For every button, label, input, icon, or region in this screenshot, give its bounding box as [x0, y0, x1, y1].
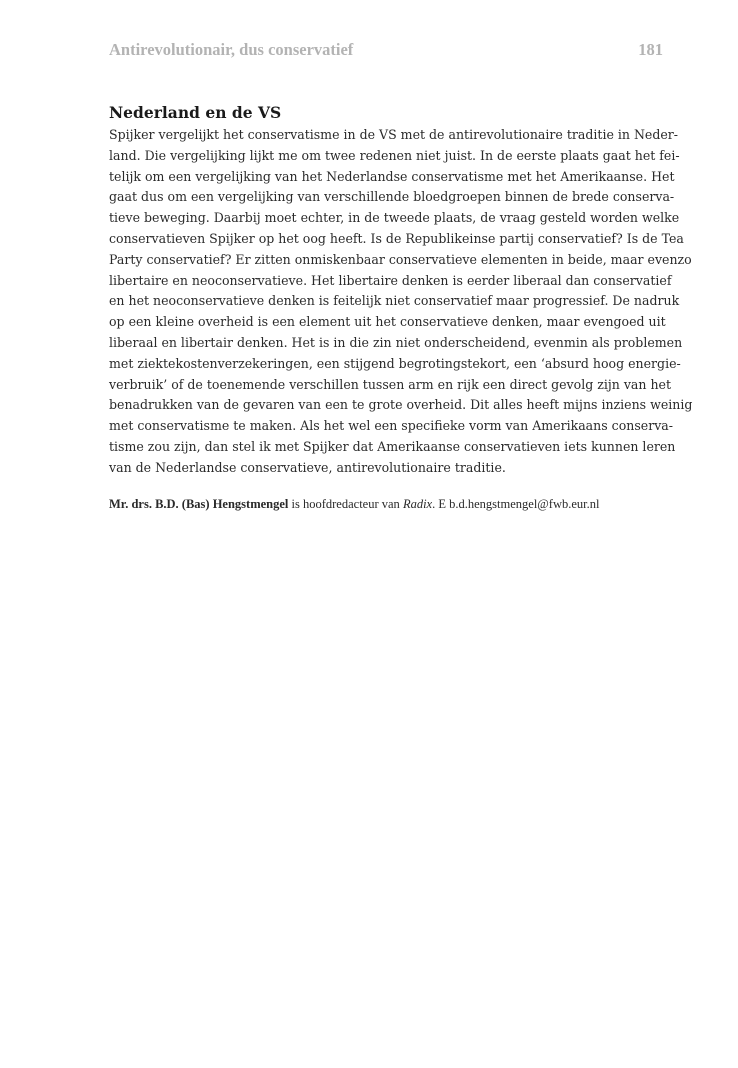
paragraph-line: tisme zou zijn, dan stel ik met Spijker dat Amerikaanse conservatieven iets kunnen leren: [109, 438, 676, 454]
paragraph-line: verbruik’ of de toenemende verschillen tussen arm en rijk een direct gevolg zijn van het: [109, 376, 672, 392]
paragraph-line: op een kleine overheid is een element uit het conservatieve denken, maar evengoed uit: [109, 314, 666, 330]
paragraph-line: met ziektekostenverzekeringen, een stijgend begrotingstekort, een ‘absurd hoog energie-: [109, 355, 681, 371]
journal-name: Radix: [402, 497, 433, 511]
author-note: [109, 497, 600, 512]
paragraph-line: telijk om een vergelijking van het Nederlandse conservatisme met het Amerikaanse. Het: [109, 168, 675, 184]
paragraph-line: Party conservatief? Er zitten onmiskenbaar conservatieve elementen in beide, maar evenzo: [109, 251, 692, 267]
paragraph-line: en het neoconservatieve denken is feitelijk niet conservatief maar progressief. De nadruk: [109, 293, 680, 309]
running-title: Antirevolutionair, dus conservatief: [109, 40, 354, 59]
paragraph-line: met conservatisme te maken. Als het wel een specifieke vorm van Amerikaans conserva-: [109, 418, 673, 434]
author-role: is hoofdredacteur van: [288, 497, 403, 511]
paragraph-line: libertaire en neoconservatieve. Het libertaire denken is eerder liberaal dan conservatief: [109, 272, 672, 288]
page-number: 181: [638, 40, 663, 59]
paragraph-line: conservatieven Spijker op het oog heeft. Is de Republikeinse partij conservatief? Is de Tea: [109, 230, 684, 246]
paragraph-line: gaat dus om een vergelijking van verschillende bloedgroepen binnen de brede conserva-: [109, 189, 675, 205]
paragraph-line: van de Nederlandse conservatieve, antirevolutionaire traditie.: [109, 459, 506, 475]
paragraph-line: Spijker vergelijkt het conservatisme in de VS met de antirevolutionaire traditie in Neder-: [109, 127, 679, 142]
paragraph-line: benadrukken van de gevaren van een te grote overheid. Dit alles heeft mijns inziens weinig: [109, 397, 693, 413]
paragraph-line: land. Die vergelijking lijkt me om twee redenen niet juist. In de eerste plaats gaat het fei-: [109, 147, 680, 163]
paragraph-line: liberaal en libertair denken. Het is in die zin niet onderscheidend, evenmin als problemen: [109, 334, 683, 350]
author-name: Mr. drs. B.D. (Bas) Hengstmengel: [109, 497, 289, 511]
section-heading: Nederland en de VS: [109, 103, 282, 122]
body-paragraph: [109, 125, 693, 479]
author-email: . E b.d.hengstmengel@fwb.eur.nl: [432, 497, 600, 511]
running-head: [109, 40, 663, 62]
paragraph-line: tieve beweging. Daarbij moet echter, in de tweede plaats, de vraag gesteld worden welke: [109, 210, 680, 226]
